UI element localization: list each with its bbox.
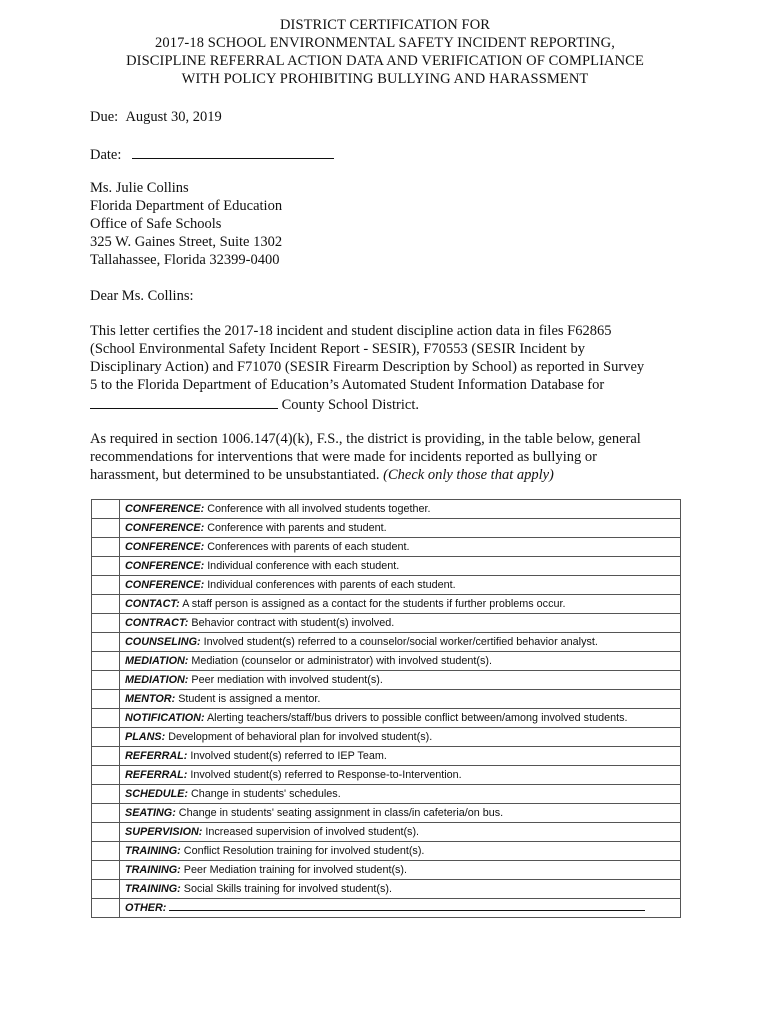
intervention-text: Change in students' schedules. [190,788,341,800]
intervention-text: Involved student(s) referred to IEP Team. [190,750,387,762]
intervention-checkbox[interactable] [92,709,120,728]
intervention-row [92,728,681,747]
intervention-checkbox[interactable] [92,842,120,861]
intervention-label [120,861,681,880]
intervention-checkbox[interactable] [92,766,120,785]
intervention-keyword: OTHER: [125,902,167,914]
intervention-row [92,652,681,671]
intervention-keyword: MENTOR: [125,693,176,705]
paragraph-line: (School Environmental Safety Incident Report - SESIR), F70553 (SESIR Incident by [90,341,585,357]
intervention-row [92,614,681,633]
intervention-row [92,861,681,880]
intervention-keyword: REFERRAL: [125,750,188,762]
document-title [0,16,770,88]
title-line: WITH POLICY PROHIBITING BULLYING AND HARASSMENT [181,71,589,87]
intervention-row [92,690,681,709]
intervention-label [120,880,681,899]
title-line: DISCIPLINE REFERRAL ACTION DATA AND VERIFICATION OF COMPLIANCE [126,53,644,69]
intervention-keyword: MEDIATION: [125,655,189,667]
intervention-checkbox[interactable] [92,595,120,614]
intervention-row [92,557,681,576]
intervention-label [120,785,681,804]
intervention-label [120,766,681,785]
intervention-keyword: CONFERENCE: [125,541,205,553]
county-line [90,394,680,414]
intervention-keyword: SUPERVISION: [125,826,203,838]
county-field[interactable] [90,394,278,409]
intervention-row [92,633,681,652]
address-line: Tallahassee, Florida 32399-0400 [90,252,280,268]
certification-paragraph [90,322,680,414]
interventions-table [91,499,681,918]
intervention-row [92,671,681,690]
due-date-line [90,108,222,126]
intervention-row [92,804,681,823]
intervention-label [120,747,681,766]
intervention-label [120,557,681,576]
county-tail: County School District. [281,397,419,413]
address-line: Ms. Julie Collins [90,180,189,196]
intervention-label [120,804,681,823]
intervention-checkbox[interactable] [92,538,120,557]
intervention-text: Involved student(s) referred to Response-to-Intervention. [190,769,462,781]
intervention-keyword: REFERRAL: [125,769,188,781]
intervention-row [92,842,681,861]
paragraph-text: harassment, but determined to be unsubstantiated. [90,467,380,483]
intervention-label [120,538,681,557]
intervention-checkbox[interactable] [92,500,120,519]
intervention-keyword: CONFERENCE: [125,522,205,534]
intervention-text: Conferences with parents of each student. [207,541,410,553]
due-label: Due: [90,109,119,125]
intervention-text: Behavior contract with student(s) involved. [191,617,395,629]
intervention-label [120,595,681,614]
intervention-row [92,500,681,519]
recommendations-paragraph [90,430,680,484]
intervention-text: Conference with all involved students together. [207,503,431,515]
intervention-label [120,728,681,747]
due-value: August 30, 2019 [125,109,222,125]
paragraph-line: recommendations for interventions that were made for incidents reported as bullying or [90,449,597,465]
intervention-label [120,823,681,842]
intervention-checkbox[interactable] [92,880,120,899]
intervention-text: Peer Mediation training for involved student(s). [183,864,408,876]
intervention-label [120,633,681,652]
address-line: 325 W. Gaines Street, Suite 1302 [90,234,283,250]
paragraph-line: This letter certifies the 2017-18 incident and student discipline action data in files F62865 [90,323,612,339]
intervention-row [92,785,681,804]
address-line: Office of Safe Schools [90,216,222,232]
intervention-row [92,823,681,842]
intervention-keyword: CONFERENCE: [125,560,205,572]
intervention-label [120,709,681,728]
intervention-keyword: SEATING: [125,807,176,819]
intervention-keyword: TRAINING: [125,845,181,857]
intervention-label [120,842,681,861]
intervention-row [92,747,681,766]
intervention-checkbox[interactable] [92,690,120,709]
intervention-text: Increased supervision of involved student(s). [205,826,420,838]
address-line: Florida Department of Education [90,198,283,214]
intervention-text: Mediation (counselor or administrator) with involved student(s). [191,655,493,667]
intervention-label [120,690,681,709]
intervention-text: Development of behavioral plan for involved student(s). [168,731,433,743]
intervention-checkbox[interactable] [92,671,120,690]
intervention-checkbox[interactable] [92,576,120,595]
intervention-keyword: SCHEDULE: [125,788,188,800]
intervention-keyword: NOTIFICATION: [125,712,205,724]
intervention-keyword: MEDIATION: [125,674,189,686]
intervention-label [120,614,681,633]
intervention-label [120,576,681,595]
intervention-label [120,652,681,671]
paragraph-line [90,466,680,484]
paragraph-line: As required in section 1006.147(4)(k), F.S., the district is providing, in the table below, general [90,431,641,447]
intervention-row [92,519,681,538]
intervention-label [120,500,681,519]
intervention-text: Individual conference with each student. [207,560,400,572]
intervention-checkbox[interactable] [92,728,120,747]
intervention-checkbox[interactable] [92,785,120,804]
intervention-keyword: CONFERENCE: [125,503,205,515]
intervention-text: Alerting teachers/staff/bus drivers to possible conflict between/among involved students. [206,712,628,724]
paragraph-line: 5 to the Florida Department of Education’s Automated Student Information Database for [90,377,605,393]
intervention-row [92,576,681,595]
intervention-checkbox[interactable] [92,823,120,842]
intervention-checkbox[interactable] [92,747,120,766]
intervention-checkbox[interactable] [92,899,120,918]
intervention-text: Individual conferences with parents of each student. [207,579,456,591]
intervention-checkbox[interactable] [92,633,120,652]
date-label: Date: [90,147,122,163]
intervention-row [92,538,681,557]
paragraph-line: Disciplinary Action) and F71070 (SESIR Firearm Description by School) as reported in Survey [90,359,645,375]
intervention-label [120,671,681,690]
title-line: DISTRICT CERTIFICATION FOR [279,17,491,33]
intervention-row [92,766,681,785]
intervention-checkbox[interactable] [92,557,120,576]
intervention-label [120,899,681,918]
intervention-text: A staff person is assigned as a contact for the students if further problems occur. [182,598,566,610]
intervention-text: Social Skills training for involved student(s). [183,883,393,895]
intervention-text: Student is assigned a mentor. [178,693,321,705]
intervention-checkbox[interactable] [92,804,120,823]
date-field[interactable] [132,144,334,159]
check-instruction: (Check only those that apply) [383,467,554,483]
recipient-address [90,179,680,269]
intervention-row [92,899,681,918]
other-field[interactable] [169,900,645,911]
intervention-keyword: TRAINING: [125,864,181,876]
intervention-keyword: COUNSELING: [125,636,201,648]
date-line [90,144,334,164]
intervention-row [92,709,681,728]
intervention-row [92,595,681,614]
salutation: Dear Ms. Collins: [90,288,194,304]
intervention-keyword: CONFERENCE: [125,579,205,591]
intervention-text: Conflict Resolution training for involved student(s). [183,845,425,857]
title-line: 2017-18 SCHOOL ENVIRONMENTAL SAFETY INCIDENT REPORTING, [155,35,615,51]
intervention-text: Involved student(s) referred to a counselor/social worker/certified behavior analyst. [203,636,598,648]
intervention-keyword: CONTACT: [125,598,180,610]
intervention-checkbox[interactable] [92,861,120,880]
intervention-text: Change in students' seating assignment in class/in cafeteria/on bus. [178,807,504,819]
intervention-text: Peer mediation with involved student(s). [191,674,383,686]
intervention-row [92,880,681,899]
intervention-checkbox[interactable] [92,652,120,671]
intervention-checkbox[interactable] [92,614,120,633]
intervention-keyword: PLANS: [125,731,166,743]
intervention-label [120,519,681,538]
intervention-keyword: CONTRACT: [125,617,189,629]
intervention-checkbox[interactable] [92,519,120,538]
intervention-text: Conference with parents and student. [207,522,387,534]
intervention-keyword: TRAINING: [125,883,181,895]
